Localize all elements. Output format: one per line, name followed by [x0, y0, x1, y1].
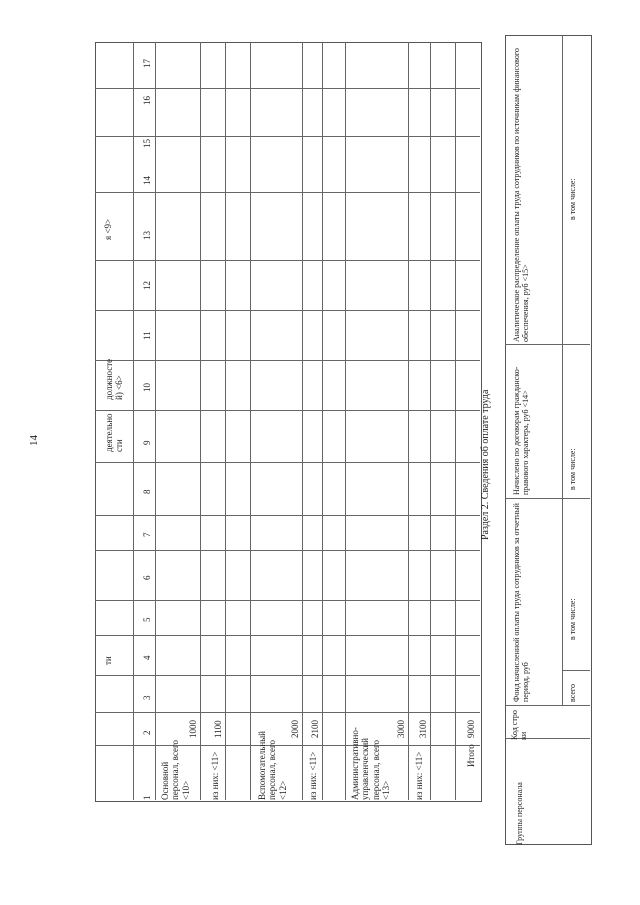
header-fragment-col4-5: ти [103, 656, 113, 665]
row-code-1000: 1000 [188, 720, 198, 738]
header-payroll-incl: в том числе: [568, 598, 577, 640]
col-number-17: 17 [142, 59, 152, 68]
header-fragment-col9-10: деятельно сти [104, 413, 125, 452]
col-number-2: 2 [142, 730, 152, 735]
row-code-2100: 2100 [310, 720, 320, 738]
col-number-10: 10 [142, 383, 152, 392]
header-row-code: Код стро ки [510, 710, 529, 740]
col-number-15: 15 [142, 139, 152, 148]
col-number-12: 12 [142, 281, 152, 290]
row-label-total: Итого [466, 744, 476, 767]
header-civil-contracts-incl: в том числе: [568, 448, 577, 490]
header-payroll-fund: Фонд начисленной оплаты труда сотрудников за отчетный период, руб [512, 503, 531, 702]
section-2-title: Раздел 2. Сведения об оплате труда [480, 389, 491, 540]
row-code-3100: 3100 [418, 720, 428, 738]
row-label-admin-staff: Административно-управленческий персонал, всего <13> [350, 727, 392, 800]
header-civil-contracts: Начислено по договорам гражданско-правового характера, руб <14> [512, 366, 531, 495]
row-code-2000: 2000 [290, 720, 300, 738]
col-number-14: 14 [142, 176, 152, 185]
col-number-3: 3 [142, 695, 152, 700]
header-analytic-distribution: Аналитическое распределение оплаты труда сотрудников по источникам финансового обеспечения, руб <15> [512, 48, 531, 342]
col-number-4: 4 [142, 655, 152, 660]
row-label-support-staff: Вспомогательный персонал, всего <12> [257, 731, 288, 800]
header-fragment-col12-13: я <9> [103, 218, 113, 240]
row-label-support-of-them: из них: <11> [308, 751, 318, 800]
row-label-admin-of-them: из них: <11> [414, 751, 424, 800]
col-number-13: 13 [142, 231, 152, 240]
header-personnel-groups: Группы персонала [515, 782, 524, 845]
col-number-16: 16 [142, 96, 152, 105]
col-number-6: 6 [142, 575, 152, 580]
col-number-1: 1 [142, 795, 152, 800]
row-code-9000: 9000 [466, 720, 476, 738]
page-number: 14 [28, 435, 40, 446]
header-analytic-incl: в том числе: [568, 178, 577, 220]
col-number-8: 8 [142, 489, 152, 494]
col-number-9: 9 [142, 440, 152, 445]
header-fragment-col10-11: должносте й) <6> [104, 358, 125, 400]
row-label-main-staff: Основной персонал, всего <10> [160, 740, 191, 800]
col-number-7: 7 [142, 532, 152, 537]
row-label-main-of-them: из них: <11> [210, 751, 220, 800]
header-payroll-total: всего [568, 683, 577, 702]
row-code-1100: 1100 [213, 720, 223, 738]
col-number-5: 5 [142, 617, 152, 622]
row-code-3000: 3000 [396, 720, 406, 738]
col-number-11: 11 [142, 331, 152, 340]
